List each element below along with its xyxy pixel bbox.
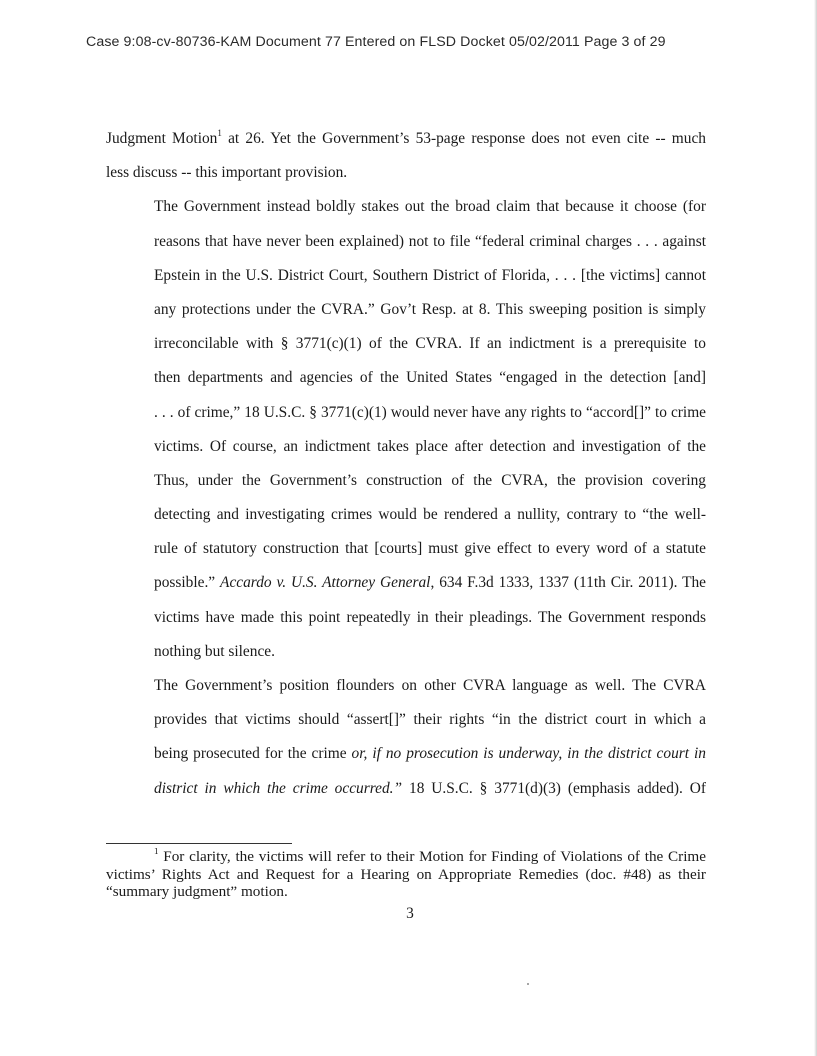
text-line: victims have made this point repeatedly in their pleadings. The Government responds <box>154 608 706 626</box>
text-line: nothing but silence. <box>154 642 275 660</box>
footnote-separator <box>106 843 292 844</box>
text-line: Thus, under the Government’s construction of the CVRA, the provision covering <box>154 471 706 489</box>
paragraph-1 <box>106 122 706 190</box>
text-line: possible.” Accardo v. U.S. Attorney General, 634 F.3d 1333, 1337 (11th Cir. 2011). The <box>154 574 706 592</box>
text-line: Judgment Motion$^1$ at 26. Yet the Government’s 53-page response does not even cite -- much <box>106 128 706 147</box>
footnote-line: “summary judgment” motion. <box>106 883 288 901</box>
text-line: district in which the crime occurred.” 18 U.S.C. § 3771(d)(3) (emphasis added). Of <box>154 779 706 797</box>
emphasized-text: district in which the crime occurred.” <box>154 779 403 797</box>
footnote-reference: 1 <box>217 128 222 138</box>
text-line: victims. Of course, an indictment takes place after detection and investigation of the <box>154 437 706 455</box>
docket-header: Case 9:08-cv-80736-KAM Document 77 Entered on FLSD Docket 05/02/2011 Page 3 of 29 <box>86 34 666 50</box>
footnote-line: victims’ Rights Act and Request for a Hearing on Appropriate Remedies (doc. #48) as their <box>106 865 706 883</box>
text-line: any protections under the CVRA.” Gov’t Resp. at 8. This sweeping position is simply <box>154 300 706 318</box>
footnote-line: $^1$ For clarity, the victims will refer to their Motion for Finding of Violations of the Crime <box>154 848 706 865</box>
page-number: 3 <box>406 905 414 922</box>
emphasized-text: or, if no prosecution is underway, in the district court in <box>351 745 706 763</box>
paragraph-3 <box>106 669 706 806</box>
text-line: provides that victims should “assert[]” their rights “in the district court in which a <box>154 711 706 729</box>
text-line: being prosecuted for the crime or, if no prosecution is underway, in the district court in <box>106 737 706 771</box>
text-line: irreconcilable with § 3771(c)(1) of the CVRA. If an indictment is a prerequisite to <box>154 335 706 353</box>
text-line: . . . of crime,” 18 U.S.C. § 3771(c)(1) would never have any rights to “accord[]” to crime <box>154 403 706 421</box>
text-line: rule of statutory construction that [courts] must give effect to every word of a statute <box>154 540 706 558</box>
text-line: The Government instead boldly stakes out the broad claim that because it choose (for <box>154 198 706 216</box>
text-line: The Government’s position flounders on other CVRA language as well. The CVRA <box>154 677 706 694</box>
footnote-1 <box>106 848 706 901</box>
scan-speck <box>527 983 529 985</box>
case-citation: Accardo v. U.S. Attorney General <box>220 574 431 592</box>
text-line: less discuss -- this important provision. <box>106 164 348 182</box>
text-line: reasons that have never been explained) not to file “federal criminal charges . . . against <box>154 232 706 250</box>
footnote-marker: 1 <box>154 848 159 856</box>
paragraph-2 <box>106 190 706 669</box>
text-line: detecting and investigating crimes would be rendered a nullity, contrary to “the well- <box>154 506 706 524</box>
text-line: then departments and agencies of the United States “engaged in the detection [and] <box>154 369 706 387</box>
body-text <box>106 122 706 806</box>
text-line: Epstein in the U.S. District Court, Southern District of Florida, . . . [the victims] cannot <box>154 266 706 284</box>
